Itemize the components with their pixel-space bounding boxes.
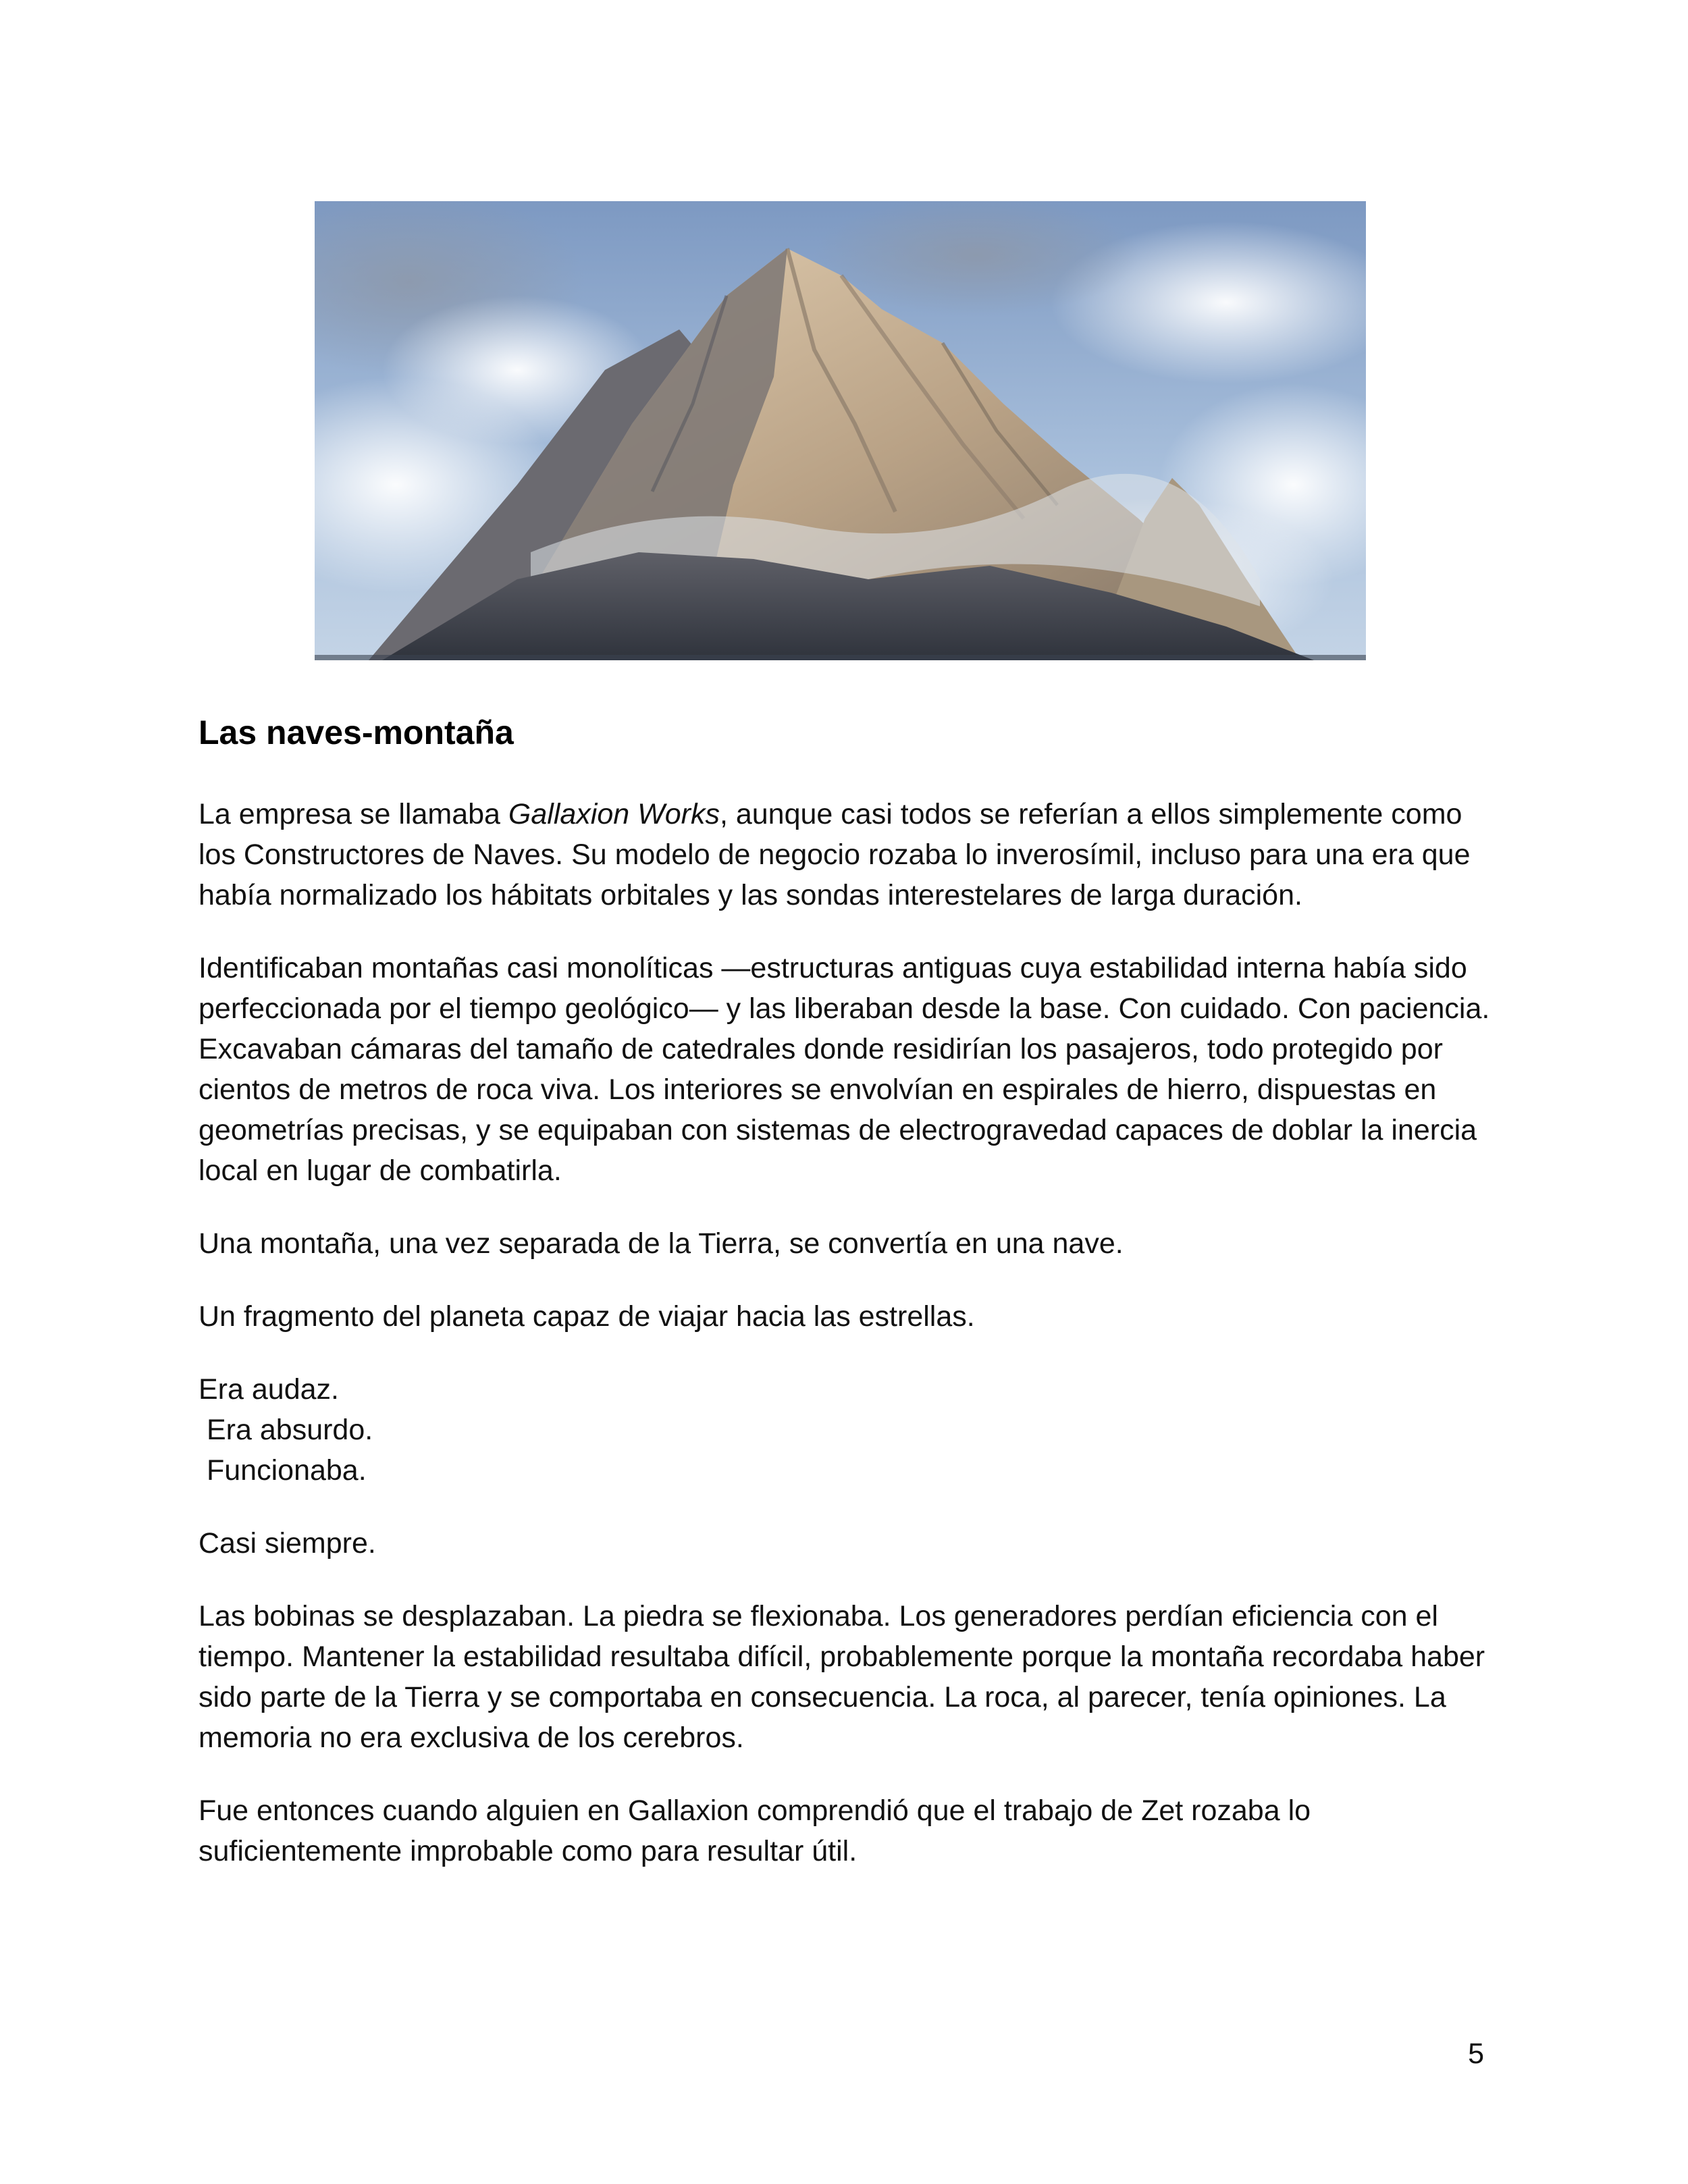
paragraph-2: Identificaban montañas casi monolíticas —estructuras antiguas cuya estabilidad interna había sido perfeccionada por el tiempo geológico— y las liberaban desde la base. Con cuidado. Con paciencia. Excavaban cámaras del tamaño de catedrales donde residirían los pasajeros, todo protegido por cientos de metros de roca viva. Los interiores se envolvían en espirales de hierro, dispuestas en geometrías precisas, y se equipaban con sistemas de electrogravedad capaces de doblar la inercia local en lugar de combatirla. xyxy=(199,952,1490,1187)
section-heading: Las naves-montaña xyxy=(199,714,514,751)
paragraph-6: Casi siempre. xyxy=(199,1527,376,1560)
mountain-illustration xyxy=(315,201,1366,660)
paragraph-1-text-b: , aunque casi todos se referían a ellos simplemente como los Constructores de Naves. Su modelo de negocio rozaba lo inverosímil, incluso para una era que había normalizado los hábitats orbitales y las sondas interestelares de larga duración. xyxy=(199,798,1471,911)
mountain-image xyxy=(315,201,1366,660)
paragraph-1 xyxy=(199,794,1495,915)
company-name-italic: Gallaxion Works xyxy=(508,798,720,830)
line-funcionaba: Funcionaba. xyxy=(207,1454,367,1487)
document-body xyxy=(199,708,1495,1904)
line-era-audaz: Era audaz. xyxy=(199,1373,339,1406)
paragraph-3: Una montaña, una vez separada de la Tierra, se convertía en una nave. xyxy=(199,1227,1124,1260)
page-number: 5 xyxy=(1468,2037,1484,2070)
paragraph-7: Las bobinas se desplazaban. La piedra se flexionaba. Los generadores perdían eficiencia con el tiempo. Mantener la estabilidad resultaba difícil, probablemente porque la montaña recordaba haber sido parte de la Tierra y se comportaba en consecuencia. La roca, al parecer, tenía opiniones. La memoria no era exclusiva de los cerebros. xyxy=(199,1600,1485,1754)
paragraph-5 xyxy=(199,1369,1495,1491)
paragraph-4: Un fragmento del planeta capaz de viajar hacia las estrellas. xyxy=(199,1300,975,1333)
paragraph-8: Fue entonces cuando alguien en Gallaxion comprendió que el trabajo de Zet rozaba lo suficientemente improbable como para resultar útil. xyxy=(199,1794,1311,1867)
line-era-absurdo: Era absurdo. xyxy=(207,1414,373,1446)
paragraph-1-text-a: La empresa se llamaba xyxy=(199,798,508,830)
